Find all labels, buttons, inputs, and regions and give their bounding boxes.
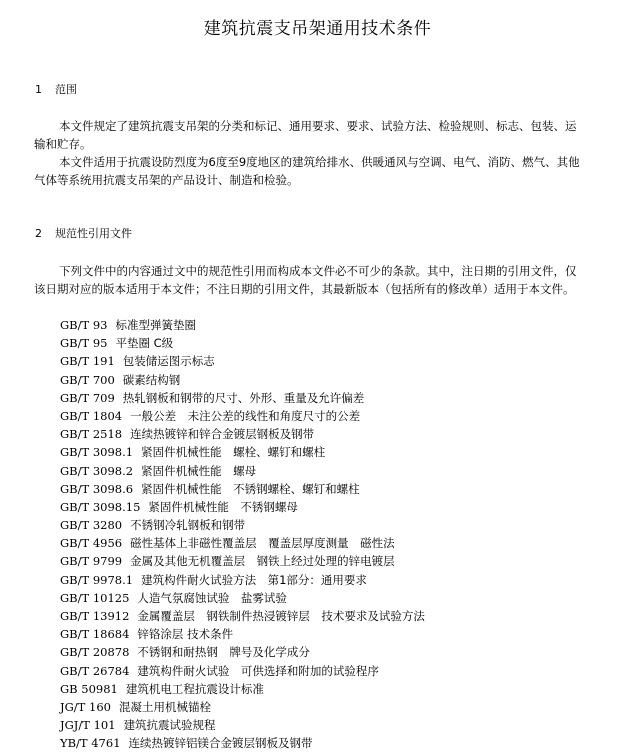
section-2-paragraph-1: 下列文件中的内容通过文中的规范性引用而构成本文件必不可少的条款。其中，注日期的引用文件，仅该日期对应的版本适用于本文件；不注日期的引用文件，其最新版本（包括所有的修改单）适用于本文件。 (34, 264, 577, 296)
reference-title: 一般公差 未注公差的线性和角度尺寸的公差 (130, 408, 361, 423)
reference-code: GB/T 3098.1 (60, 445, 134, 460)
section-2-heading (35, 225, 132, 241)
reference-title: 紧固件机械性能 螺母 (141, 463, 257, 478)
reference-code: GB/T 709 (60, 390, 115, 405)
reference-code: GB/T 13912 (60, 609, 130, 623)
reference-title: 建筑构件耐火试验 可供选择和附加的试验程序 (137, 663, 379, 678)
reference-title: 紧固件机械性能 螺栓、螺钉和螺柱 (141, 445, 326, 460)
reference-code: GB/T 3098.2 (60, 463, 134, 478)
reference-item (60, 371, 620, 389)
reference-item (60, 352, 620, 370)
reference-item (60, 425, 620, 443)
section-1-heading (35, 81, 77, 97)
reference-code: GB/T 26784 (60, 663, 130, 678)
reference-title: 标准型弹簧垫圈 (115, 318, 196, 332)
reference-code: GB/T 3280 (60, 518, 123, 533)
reference-code: YB/T 4761 (60, 736, 121, 751)
reference-item (60, 607, 620, 625)
reference-title: 建筑构件耐火试验方法 第1部分：通用要求 (141, 572, 367, 587)
reference-code: GB/T 95 (60, 336, 108, 351)
reference-item (60, 498, 620, 516)
reference-code: GB/T 1804 (60, 408, 123, 423)
reference-title: 金属及其他无机覆盖层 钢铁上经过处理的锌电镀层 (130, 554, 395, 569)
reference-code: GB/T 9978.1 (60, 572, 134, 587)
reference-code: GB/T 9799 (60, 554, 123, 569)
reference-code: JGJ/T 101 (60, 718, 116, 733)
reference-title: 不锈钢冷轧钢板和钢带 (130, 518, 246, 533)
reference-item (60, 643, 620, 661)
reference-title: 建筑机电工程抗震设计标准 (125, 681, 264, 696)
reference-title: 平垫圈 C级 (115, 336, 174, 351)
reference-code: GB/T 2518 (60, 427, 123, 442)
reference-item (60, 552, 620, 570)
reference-item (60, 680, 620, 698)
reference-item (60, 534, 620, 552)
document-title: 建筑抗震支吊架通用技术条件 (203, 19, 432, 39)
section-1-number: 1 (35, 83, 42, 96)
reference-title: 紧固件机械性能 不锈钢螺母 (148, 499, 298, 514)
reference-item (60, 662, 620, 680)
reference-item (60, 516, 620, 534)
reference-title: 磁性基体上非磁性覆盖层 覆盖层厚度测量 磁性法 (130, 536, 395, 551)
section-1-paragraph-2: 本文件适用于抗震设防烈度为6度至9度地区的建筑给排水、供暖通风与空调、电气、消防、燃气、其他气体等系统用抗震支吊架的产品设计、制造和检验。 (34, 155, 580, 187)
reference-title: 锌铬涂层 技术条件 (137, 627, 234, 642)
section-1-title: 范围 (55, 83, 77, 96)
reference-item (60, 625, 620, 643)
reference-title: 连续热镀锌铝镁合金镀层钢板及钢带 (128, 736, 313, 751)
reference-item (60, 334, 620, 352)
reference-item (60, 316, 620, 334)
reference-code: GB/T 4956 (60, 536, 123, 551)
reference-title: 碳素结构钢 (122, 372, 181, 387)
reference-title: 紧固件机械性能 不锈钢螺栓、螺钉和螺柱 (141, 481, 360, 496)
reference-code: GB/T 10125 (60, 590, 130, 605)
reference-title: 不锈钢和耐热钢 牌号及化学成分 (137, 645, 310, 660)
reference-item (60, 389, 620, 407)
reference-code: GB/T 3098.6 (60, 481, 134, 496)
reference-title: 热轧钢板和钢带的尺寸、外形、重量及允许偏差 (122, 390, 365, 405)
section-1-paragraph-1: 本文件规定了建筑抗震支吊架的分类和标记、通用要求、要求、试验方法、检验规则、标志、包装、运输和贮存。 (34, 119, 577, 151)
reference-item (60, 443, 620, 461)
section-2-title: 规范性引用文件 (55, 227, 132, 240)
reference-title: 连续热镀锌和锌合金镀层钢板及钢带 (130, 427, 315, 442)
reference-code: GB/T 3098.15 (60, 499, 141, 514)
reference-title: 金属覆盖层 钢铁制件热浸镀锌层 技术要求及试验方法 (137, 609, 425, 623)
reference-item (60, 571, 620, 589)
reference-code: GB/T 93 (60, 318, 108, 332)
section-2-number: 2 (35, 227, 42, 240)
reference-code: GB/T 191 (60, 354, 115, 369)
reference-title: 混凝土用机械锚栓 (118, 699, 211, 714)
reference-code: GB/T 20878 (60, 645, 130, 660)
reference-item (60, 462, 620, 480)
reference-item (60, 698, 620, 716)
reference-item (60, 589, 620, 607)
reference-code: GB/T 18684 (60, 627, 130, 642)
reference-code: GB 50981 (60, 681, 118, 696)
reference-item (60, 407, 620, 425)
reference-item (60, 734, 620, 752)
reference-list (60, 316, 620, 753)
reference-title: 包装储运图示标志 (122, 354, 215, 369)
reference-item (60, 716, 620, 734)
reference-item (60, 480, 620, 498)
reference-title: 人造气氛腐蚀试验 盐雾试验 (137, 590, 287, 605)
reference-code: GB/T 700 (60, 372, 115, 387)
reference-code: JG/T 160 (60, 699, 111, 714)
reference-title: 建筑抗震试验规程 (123, 718, 216, 733)
